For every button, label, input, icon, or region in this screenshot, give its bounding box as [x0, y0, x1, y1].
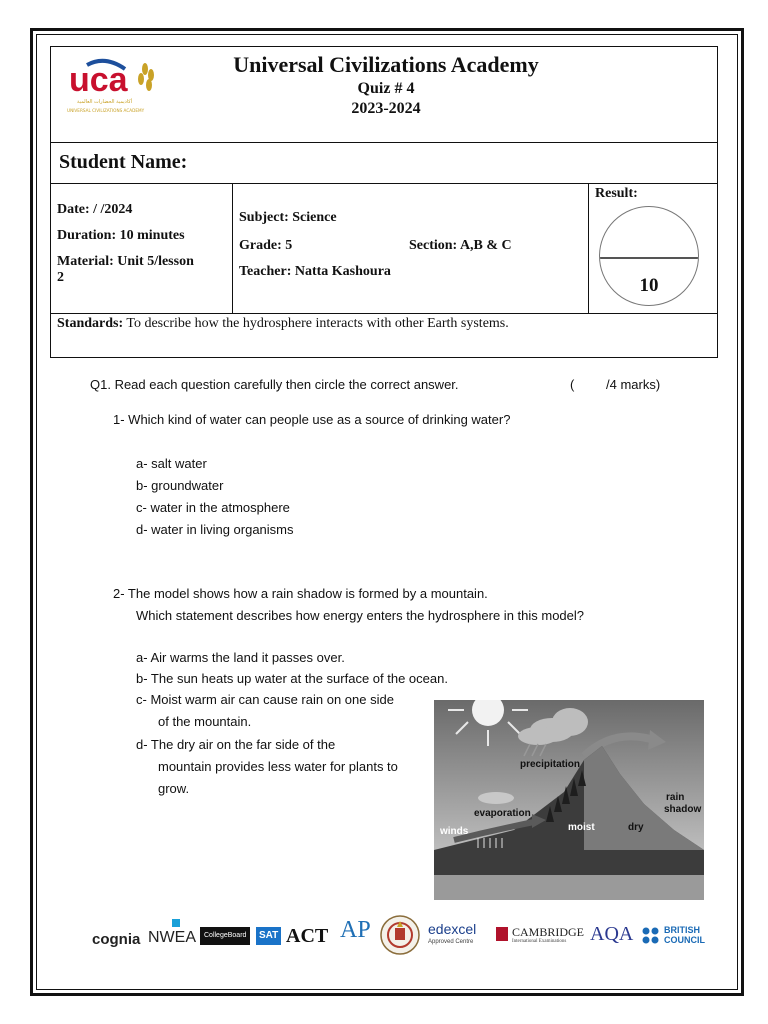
precipitation-label: precipitation: [520, 759, 581, 770]
standards-row: [51, 314, 717, 358]
student-name-label: Student Name:: [59, 151, 188, 173]
ministry-seal-icon: [380, 915, 420, 955]
act-logo: ACT: [286, 925, 329, 947]
cambridge-logo: CAMBRIDGE: [512, 925, 585, 939]
student-name-row[interactable]: [51, 143, 717, 184]
question1-option-a[interactable]: a- salt water: [136, 456, 207, 471]
question2-option-c[interactable]: c- Moist warm air can cause rain on one side: [136, 692, 394, 707]
question2-stem: 2- The model shows how a rain shadow is formed by a mountain.: [113, 586, 488, 601]
winds-label: winds: [440, 826, 469, 837]
header-title-row: [51, 47, 717, 143]
section-text: Section: A,B & C: [409, 238, 512, 253]
academic-year: 2023-2024: [351, 100, 421, 117]
question2-option-b[interactable]: b- The sun heats up water at the surface of the ocean.: [136, 671, 448, 686]
quiz-info-row: [51, 184, 717, 314]
nwea-logo: NWEA: [148, 929, 196, 946]
standards-text: [57, 316, 509, 332]
school-name: Universal Civilizations Academy: [233, 52, 539, 77]
moist-label: moist: [568, 822, 595, 833]
rain-label: rain: [666, 792, 685, 803]
school-logo: [65, 55, 185, 117]
british-council-logo: [664, 925, 705, 945]
result-score-circle[interactable]: [599, 206, 699, 306]
british-council-text-2: COUNCIL: [664, 935, 705, 945]
title-block: [171, 51, 601, 119]
dry-label: dry: [628, 822, 644, 833]
quiz-number: Quiz # 4: [357, 80, 415, 97]
subject-cell: [233, 184, 589, 313]
date-field[interactable]: Date: / /2024: [57, 202, 133, 217]
date-duration-cell: [51, 184, 233, 313]
question1-option-c[interactable]: c- water in the atmosphere: [136, 500, 290, 515]
question1-stem: 1- Which kind of water can people use as a source of drinking water?: [113, 412, 511, 427]
question2-option-d-cont[interactable]: mountain provides less water for plants to: [158, 759, 398, 774]
question2-option-c-cont[interactable]: of the mountain.: [158, 714, 252, 729]
nwea-mark-icon: [172, 919, 180, 927]
subject-text: Subject: Science: [239, 210, 337, 225]
result-cell: [589, 184, 717, 313]
cambridge-shield-icon: [496, 927, 508, 941]
quiz-header-table: [50, 46, 718, 358]
question2-option-d[interactable]: d- The dry air on the far side of the: [136, 737, 336, 752]
grade-text: Grade: 5: [239, 238, 293, 253]
british-council-text-1: BRITISH: [664, 925, 700, 935]
edexcel-logo: edexcel: [428, 921, 477, 937]
q1-instruction: Q1. Read each question carefully then circle the correct answer.: [90, 377, 459, 392]
material-text-2: 2: [57, 270, 64, 285]
q1-marks: /4 marks): [606, 377, 661, 392]
sat-logo: SAT: [256, 927, 281, 945]
cambridge-subtitle: International Examinations: [512, 939, 567, 944]
material-text: Material: Unit 5/lesson: [57, 254, 194, 269]
question1-option-b[interactable]: b- groundwater: [136, 478, 224, 493]
edexcel-approved-text: Approved Centre: [428, 939, 474, 945]
duration-text: Duration: 10 minutes: [57, 228, 185, 243]
marks-open-paren: (: [570, 377, 575, 392]
result-divider: [600, 257, 698, 259]
question2-option-d-cont-2[interactable]: grow.: [158, 781, 190, 796]
british-council-icon: [642, 927, 660, 945]
accreditation-logos: [86, 915, 706, 959]
logo-text: uca: [69, 61, 128, 99]
aqa-logo: AQA: [590, 923, 634, 945]
collegeboard-logo: CollegeBoard: [200, 927, 250, 945]
logo-subtitle: UNIVERSAL CIVILIZATIONS ACADEMY: [67, 108, 145, 113]
evaporation-label: evaporation: [474, 808, 531, 819]
question1-option-d[interactable]: d- water in living organisms: [136, 522, 294, 537]
result-label: Result:: [595, 186, 638, 201]
rain-shadow-diagram: [434, 700, 704, 900]
ap-logo: AP: [340, 917, 371, 943]
shadow-label: shadow: [664, 804, 702, 815]
question2-option-a[interactable]: a- Air warms the land it passes over.: [136, 650, 345, 665]
question2-stem-2: Which statement describes how energy enters the hydrosphere in this model?: [136, 608, 585, 623]
result-max-score: 10: [639, 275, 659, 296]
cognia-logo: cognia: [92, 931, 141, 948]
standards-description: To describe how the hydrosphere interacts with other Earth systems.: [123, 316, 509, 331]
standards-label: Standards:: [57, 316, 124, 331]
teacher-text: Teacher: Natta Kashoura: [239, 264, 391, 279]
logo-arabic: أكاديمية الحضارات العالمية: [77, 99, 133, 105]
